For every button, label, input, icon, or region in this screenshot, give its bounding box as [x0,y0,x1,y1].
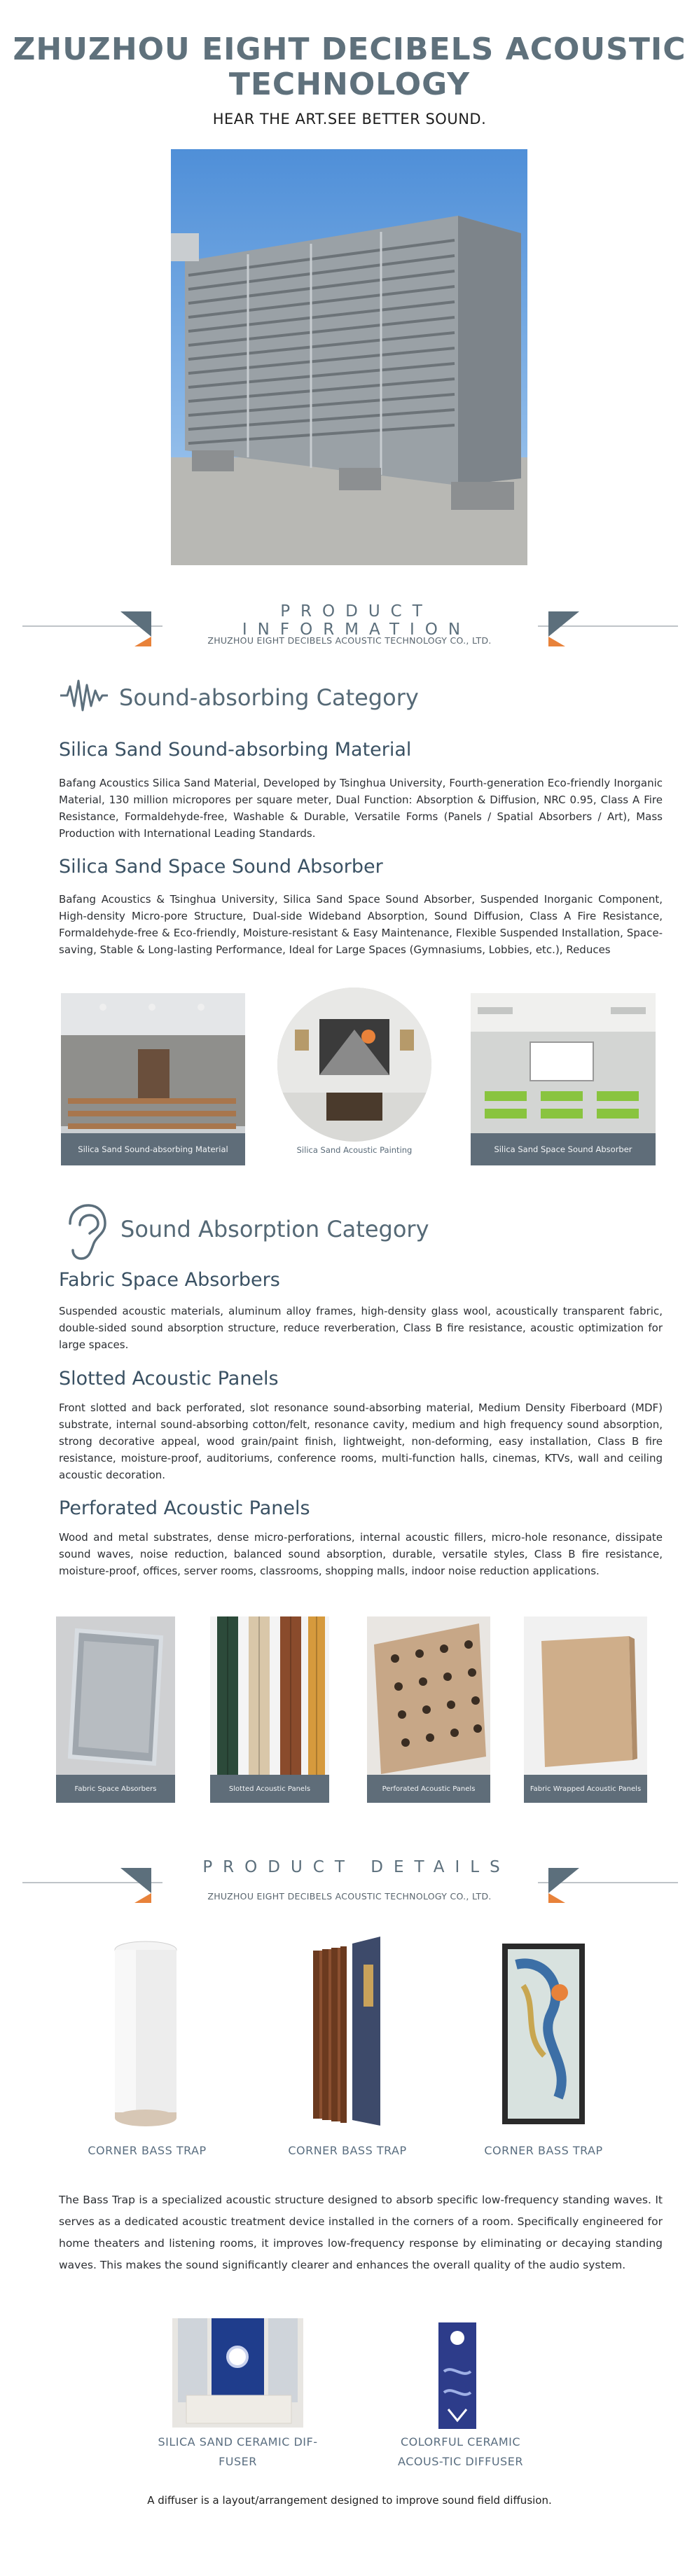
brand-tagline: HEAR THE ART.SEE BETTER SOUND. [212,111,487,127]
gallery-image-silica-space [471,993,656,1165]
brand-title: ZHUZHOU EIGHT DECIBELS ACOUSTIC TECHNOLOGY [13,32,686,102]
silica-material-text: Bafang Acoustics Silica Sand Material, Developed by Tsinghua University, Fourth-generation Eco-friendly Inorganic Material, 130 million micropores per square meter, Dual Function: Absorption & Diffusion, NRC 0.95, Class A Fire Resistance, Formaldehyde-free, Washable & Durable, Versatile Forms (Panels / Spatial Absorbers / Art), Mass Production with International Leading Standards. [59,777,663,840]
ear-icon [64,1203,108,1263]
gallery-image-perforated [367,1616,490,1803]
gallery-caption: Fabric Space Absorbers [56,1775,175,1803]
diffuser-description: A diffuser is a layout/arrangement designed to improve sound field diffusion. [147,2494,552,2507]
bass-trap-description: The Bass Trap is a specialized acoustic structure designed to absorb specific low-frequency standing waves. It serves as a dedicated acoustic treatment device installed in the corners of a room. Specifically engineered for home theaters and listening rooms, it improves low-frequency response by eliminating or decaying standing waves. This makes the sound significantly clearer and enhances the overall quality of the audio system. [59,2194,663,2271]
bass-trap-label: CORNER BASS TRAP [88,2144,207,2157]
gallery-caption: Perforated Acoustic Panels [367,1775,490,1803]
sound-absorbing-heading: Sound-absorbing Category [119,684,419,711]
bass-trap-image-wood [310,1937,385,2131]
banner-triangle-left [120,606,169,648]
perforated-text: Wood and metal substrates, dense micro-perforations, internal acoustic fillers, micro-hole resonance, dissipate sound waves, noise reduction, balanced sound absorption, durable, versatile styles, Class B fire resistance, moisture-proof, offices, server rooms, classrooms, shopping malls, indoor noise reduction applications. [59,1531,663,1577]
hero-image-louver-enclosure [171,149,527,565]
silica-space-text: Bafang Acoustics & Tsinghua University, Silica Sand Space Sound Absorber, Suspended Inorganic Component, High-density Micro-pore Structure, Dual-side Wideband Absorption, Sound Diffusion, Class A Fire Resistance, Formaldehyde-free & Eco-friendly, Moisture-resistant & Easy Maintenance, Flexible Suspended Installation, Space-saving, Stable & Long-lasting Performance, Ideal for Large Spaces (Gymnasiums, Lobbies, etc.), Reduces [59,893,663,956]
gallery-image-silica-material [61,993,245,1165]
sound-absorption-heading: Sound Absorption Category [120,1216,429,1242]
slotted-title: Slotted Acoustic Panels [59,1368,279,1390]
bass-trap-label: CORNER BASS TRAP [288,2144,407,2157]
product-information-title: PRODUCT INFORMATION [242,602,471,639]
diffuser-label: COLORFUL CERAMIC ACOUS-TIC DIFFUSER [398,2435,523,2468]
fabric-text: Suspended acoustic materials, aluminum alloy frames, high-density glass wool, acoustically transparent fabric, double-sided sound absorption structure, reduce reverberation, Class B fire resistance, acoustic optimization for large spaces. [59,1305,663,1351]
perforated-title: Perforated Acoustic Panels [59,1497,310,1519]
gallery-caption: Silica Sand Space Sound Absorber [471,1133,656,1165]
product-details-subtitle: ZHUZHOU EIGHT DECIBELS ACOUSTIC TECHNOLOGY CO., LTD. [207,1891,492,1902]
slotted-text: Front slotted and back perforated, slot resonance sound-absorbing material, Medium Density Fiberboard (MDF) substrate, internal sound-absorbing cotton/felt, resonance cavity, medium and high frequency sound absorption, strong decorative appeal, wood grain/paint finish, lightweight, non-deforming, easy installation, Class B fire resistance, moisture-proof, auditoriums, conference rooms, multi-function halls, cinemas, KTVs, wall and ceiling acoustic decoration. [59,1401,663,1481]
gallery-image-acoustic-painting [277,988,431,1142]
diffuser-label: SILICA SAND CERAMIC DIF-FUSER [158,2435,318,2468]
silica-space-title: Silica Sand Space Sound Absorber [59,856,383,878]
silica-material-title: Silica Sand Sound-absorbing Material [59,739,412,761]
gallery-image-slotted [210,1616,329,1803]
banner-triangle-left [120,1862,169,1904]
fabric-title: Fabric Space Absorbers [59,1269,280,1291]
bass-trap-image-art [502,1944,585,2124]
product-details-title: PRODUCT DETAILS [202,1858,511,1876]
gallery-caption: Fabric Wrapped Acoustic Panels [524,1775,647,1803]
gallery-caption-painting: Silica Sand Acoustic Painting [296,1145,413,1155]
diffuser-image-silica-ceramic [172,2318,303,2428]
bass-trap-image-white [112,1940,179,2128]
gallery-image-fabric-space [56,1616,175,1803]
soundwave-icon [59,678,109,713]
product-information-subtitle: ZHUZHOU EIGHT DECIBELS ACOUSTIC TECHNOLOGY CO., LTD. [207,635,492,646]
diffuser-image-colorful-ceramic [438,2322,476,2429]
bass-trap-label: CORNER BASS TRAP [484,2144,603,2157]
gallery-caption: Slotted Acoustic Panels [210,1775,329,1803]
gallery-image-fabric-wrapped [524,1616,647,1803]
gallery-caption: Silica Sand Sound-absorbing Material [61,1133,245,1165]
